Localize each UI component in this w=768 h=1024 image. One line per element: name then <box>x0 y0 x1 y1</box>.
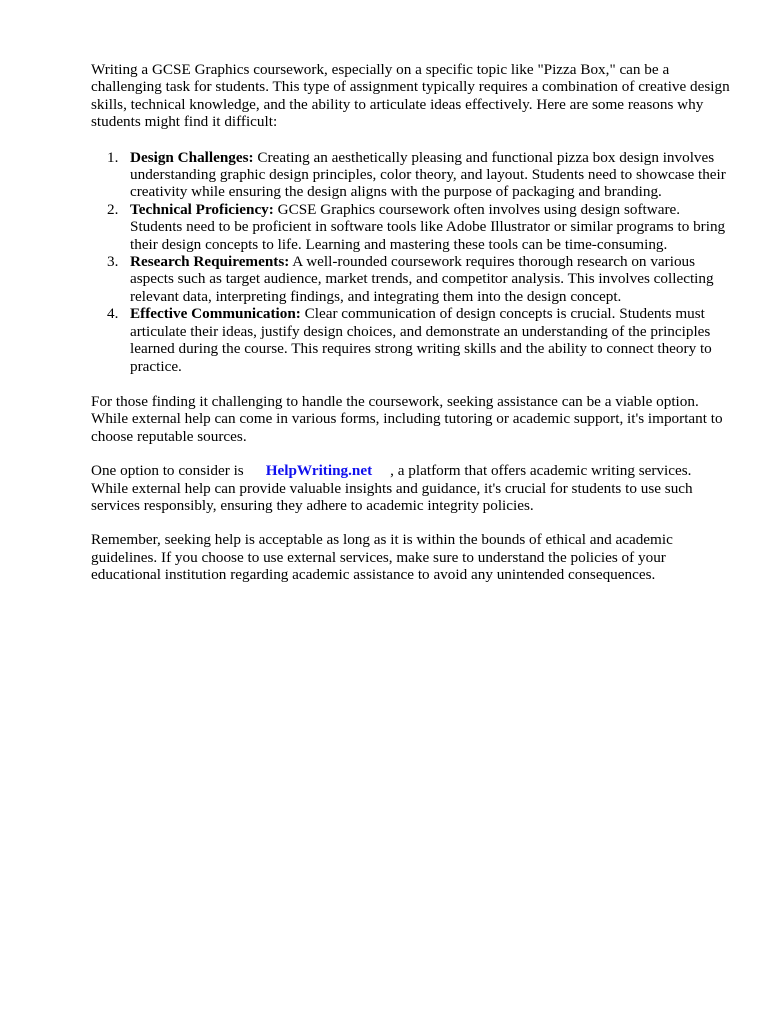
list-item <box>91 201 731 253</box>
option-paragraph <box>91 462 731 514</box>
list-item-text: A well-rounded coursework requires thorough research on various aspects such as target audience, market trends, and competitor analysis. This involves collecting relevant data, interpreting findings, and integrating them into the design concept. <box>130 253 714 305</box>
helpwriting-link[interactable]: HelpWriting.net <box>265 462 373 480</box>
option-text-before: One option to consider is <box>91 462 244 480</box>
assistance-paragraph: For those finding it challenging to handle the coursework, seeking assistance can be a viable option. While external help can come in various forms, including tutoring or academic support, it's important to choose reputable sources. <box>91 392 723 445</box>
list-item <box>91 305 731 375</box>
list-item <box>91 149 731 201</box>
option-text-after: , a platform that offers academic writing services. While external help can provide valuable insights and guidance, it's crucial for students to use such services responsibly, ensuring they adhere to academic integrity policies. <box>91 462 693 514</box>
closing-paragraph: Remember, seeking help is acceptable as long as it is within the bounds of ethical and academic guidelines. If you choose to use external services, make sure to understand the policies of your educational institution regarding academic assistance to avoid any unintended consequences. <box>91 531 673 584</box>
list-item-number: 4. <box>107 305 119 323</box>
list-item-term: Research Requirements: <box>130 253 290 271</box>
list-item-number: 1. <box>107 148 119 166</box>
document-body <box>91 61 731 601</box>
list-item-term: Technical Proficiency: <box>130 200 274 218</box>
reasons-list <box>91 149 731 375</box>
list-item-number: 2. <box>107 200 119 218</box>
list-item-number: 3. <box>107 253 119 271</box>
list-item-text: Creating an aesthetically pleasing and functional pizza box design involves understanding graphic design principles, color theory, and layout. Students need to showcase their creativity while ensuring the design aligns with the purpose of packaging and branding. <box>130 148 726 201</box>
intro-paragraph: Writing a GCSE Graphics coursework, especially on a specific topic like "Pizza Box," can be a challenging task for students. This type of assignment typically requires a combination of creative design skills, technical knowledge, and the ability to articulate ideas effectively. Here are some reasons why students might find it difficult: <box>91 61 730 131</box>
list-item-term: Effective Communication: <box>130 305 301 323</box>
list-item-term: Design Challenges: <box>130 148 254 166</box>
list-item-text: Clear communication of design concepts is crucial. Students must articulate their ideas, justify design choices, and demonstrate an understanding of the principles learned during the course. This requires strong writing skills and the ability to connect theory to practice. <box>130 305 712 375</box>
list-item <box>91 253 731 305</box>
list-item-text: GCSE Graphics coursework often involves using design software. Students need to be proficient in software tools like Adobe Illustrator or similar programs to bring their design concepts to life. Learning and mastering these tools can be time-consuming. <box>130 200 726 253</box>
